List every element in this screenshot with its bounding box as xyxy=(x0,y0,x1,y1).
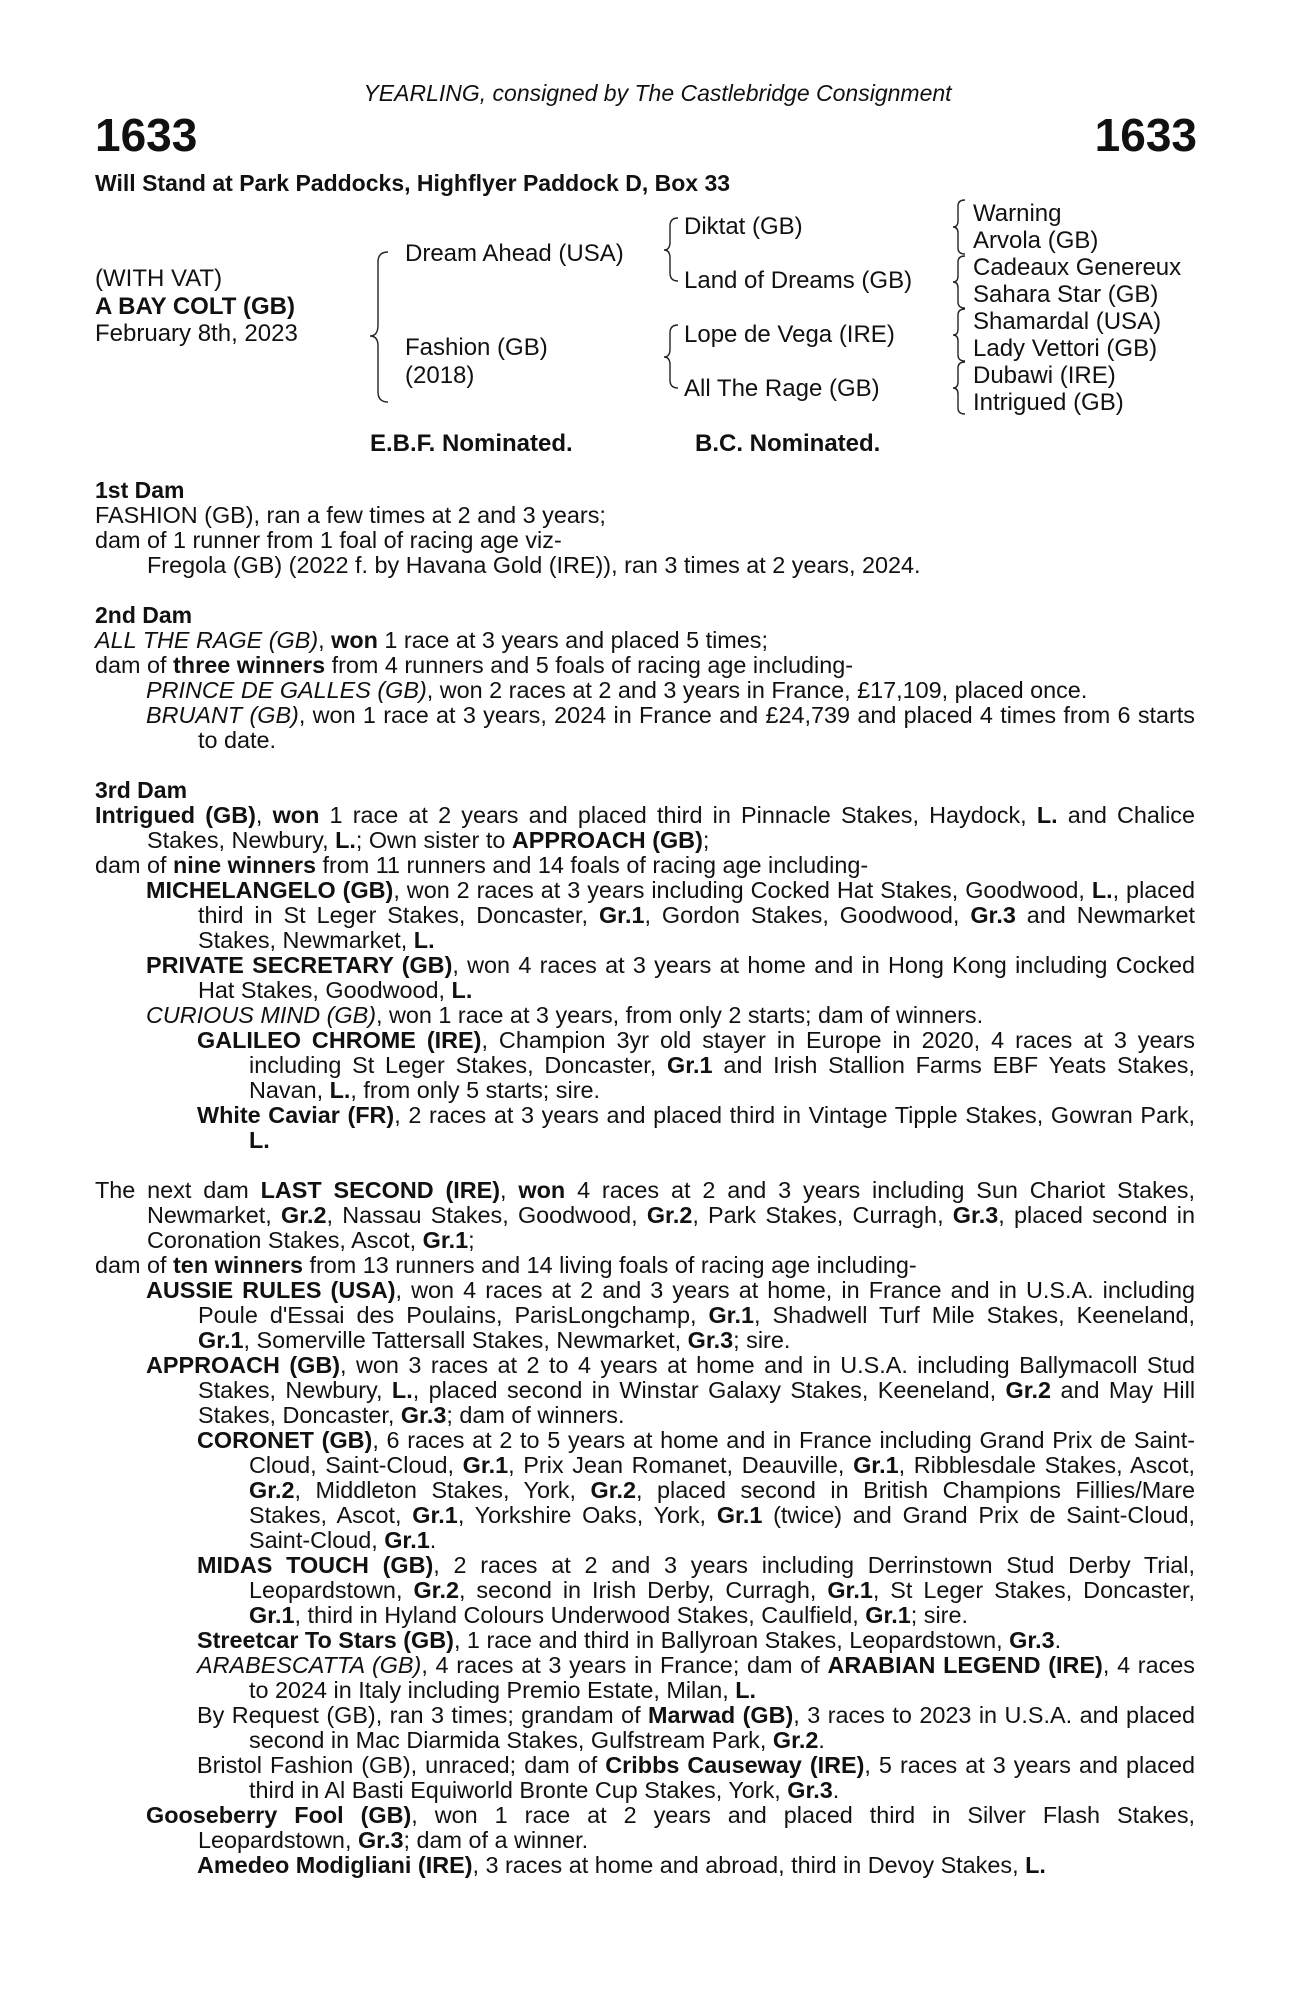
first-dam-produce: dam of 1 runner from 1 foal of racing age viz- xyxy=(95,527,562,553)
entry-midas-touch: MIDAS TOUCH (GB), 2 races at 2 and 3 years including Derrinstown Stud Derby Trial, Leopardstown, Gr.2, second in Irish Derby, Curragh, Gr.1, St Leger Stakes, Doncaster, Gr.1, third in Hyland Colours Underwood Stakes, Caulfield, Gr.1; sire. xyxy=(197,1552,1195,1628)
stand-location: Will Stand at Park Paddocks, Highflyer Paddock D, Box 33 xyxy=(95,170,731,196)
ped-dds: Dubawi (IRE) xyxy=(973,362,1116,389)
next-dam-produce: dam of ten winners from 13 runners and 14 living foals of racing age including- xyxy=(95,1252,917,1278)
ebf-nomination: E.B.F. Nominated. xyxy=(370,430,573,457)
entry-arabescatta: ARABESCATTA (GB), 4 races at 3 years in France; dam of ARABIAN LEGEND (IRE), 4 races to 2024 in Italy including Premio Estate, Milan, L. xyxy=(197,1652,1195,1703)
first-dam-foal: Fregola (GB) (2022 f. by Havana Gold (IRE)), ran 3 times at 2 years, 2024. xyxy=(147,552,921,578)
entry-curious-mind: CURIOUS MIND (GB), won 1 race at 3 years, from only 2 starts; dam of winners. xyxy=(146,1002,984,1028)
produce-record xyxy=(95,478,1195,1878)
entry-bruant: BRUANT (GB), won 1 race at 3 years, 2024 in France and £24,739 and placed 4 times from 6 starts to date. xyxy=(146,702,1196,753)
ped-ssd: Arvola (GB) xyxy=(973,227,1099,254)
ped-ddd: Intrigued (GB) xyxy=(973,389,1124,416)
ped-sss: Warning xyxy=(973,200,1062,227)
entry-white-caviar: White Caviar (FR), 2 races at 3 years and placed third in Vintage Tipple Stakes, Gowran Park, L. xyxy=(197,1102,1196,1153)
dam-dam: All The Rage (GB) xyxy=(684,375,880,402)
bc-nomination: B.C. Nominated. xyxy=(695,430,881,457)
entry-michelangelo: MICHELANGELO (GB), won 2 races at 3 years including Cocked Hat Stakes, Goodwood, L., placed third in St Leger Stakes, Doncaster, Gr.1, Gordon Stakes, Goodwood, Gr.3 and Newmarket Stakes, Newmarket, L. xyxy=(146,877,1195,953)
lot-number-left: 1633 xyxy=(95,109,198,161)
second-dam-heading: 2nd Dam xyxy=(95,602,193,628)
ped-dss: Shamardal (USA) xyxy=(973,308,1162,335)
dam-year: (2018) xyxy=(405,362,475,389)
entry-by-request: By Request (GB), ran 3 times; grandam of Marwad (GB), 3 races to 2023 in U.S.A. and placed second in Mac Diarmida Stakes, Gulfstream Park, Gr.2. xyxy=(197,1702,1195,1753)
entry-gooseberry-fool: Gooseberry Fool (GB), won 1 race at 2 years and placed third in Silver Flash Stakes, Leopardstown, Gr.3; dam of a winner. xyxy=(146,1802,1196,1853)
second-dam-line: ALL THE RAGE (GB), won 1 race at 3 years and placed 5 times; xyxy=(95,627,768,653)
sire-dam: Land of Dreams (GB) xyxy=(684,267,913,294)
entry-coronet: CORONET (GB), 6 races at 2 to 5 years at home and in France including Grand Prix de Saint-Cloud, Saint-Cloud, Gr.1, Prix Jean Romanet, Deauville, Gr.1, Ribblesdale Stakes, Ascot, Gr.2, Middleton Stakes, York, Gr.2, placed second in British Champions Fillies/Mare Stakes, Ascot, Gr.1, Yorkshire Oaks, York, Gr.1 (twice) and Grand Prix de Saint-Cloud, Saint-Cloud, Gr.1. xyxy=(197,1427,1195,1553)
entry-approach: APPROACH (GB), won 3 races at 2 to 4 years at home and in U.S.A. including Ballymacoll Stud Stakes, Newbury, L., placed second in Winstar Galaxy Stakes, Keeneland, Gr.2 and May Hill Stakes, Doncaster, Gr.3; dam of winners. xyxy=(146,1352,1196,1428)
sire-sire: Diktat (GB) xyxy=(684,213,803,240)
first-dam-heading: 1st Dam xyxy=(95,477,185,503)
entry-bristol-fashion: Bristol Fashion (GB), unraced; dam of Cribbs Causeway (IRE), 5 races at 3 years and placed third in Al Basti Equiworld Bronte Cup Stakes, York, Gr.3. xyxy=(197,1752,1195,1803)
ped-sdd: Sahara Star (GB) xyxy=(973,281,1159,308)
entry-private-secretary: PRIVATE SECRETARY (GB), won 4 races at 3 years at home and in Hong Kong including Cocked Hat Stakes, Goodwood, L. xyxy=(146,952,1195,1003)
vat-note: (WITH VAT) xyxy=(95,265,223,292)
entry-prince-de-galles: PRINCE DE GALLES (GB), won 2 races at 2 and 3 years in France, £17,109, placed once. xyxy=(146,677,1088,703)
entry-galileo-chrome: GALILEO CHROME (IRE), Champion 3yr old stayer in Europe in 2020, 4 races at 3 years including St Leger Stakes, Doncaster, Gr.1 and Irish Stallion Farms EBF Yeats Stakes, Navan, L., from only 5 starts; sire. xyxy=(197,1027,1196,1103)
sire: Dream Ahead (USA) xyxy=(405,240,624,267)
horse-name: A BAY COLT (GB) xyxy=(95,293,296,320)
third-dam-line: Intrigued (GB), won 1 race at 2 years and placed third in Pinnacle Stakes, Haydock, L. and Chalice Stakes, Newbury, L.; Own sister to APPROACH (GB); xyxy=(95,802,1196,853)
entry-aussie-rules: AUSSIE RULES (USA), won 4 races at 2 and 3 years at home, in France and in U.S.A. including Poule d'Essai des Poulains, ParisLongchamp, Gr.1, Shadwell Turf Mile Stakes, Keeneland, Gr.1, Somerville Tattersall Stakes, Newmarket, Gr.3; sire. xyxy=(146,1277,1196,1353)
third-dam-heading: 3rd Dam xyxy=(95,777,188,803)
dam-sire: Lope de Vega (IRE) xyxy=(684,321,895,348)
third-dam-produce: dam of nine winners from 11 runners and 14 foals of racing age including- xyxy=(95,852,869,878)
lot-number-right: 1633 xyxy=(1094,109,1197,161)
first-dam-line: FASHION (GB), ran a few times at 2 and 3 years; xyxy=(95,502,606,528)
dam: Fashion (GB) xyxy=(405,334,548,361)
second-dam-produce: dam of three winners from 4 runners and 5 foals of racing age including- xyxy=(95,652,853,678)
entry-streetcar-to-stars: Streetcar To Stars (GB), 1 race and third in Ballyroan Stakes, Leopardstown, Gr.3. xyxy=(197,1627,1062,1653)
horse-dob: February 8th, 2023 xyxy=(95,320,298,347)
catalogue-header: YEARLING, consigned by The Castlebridge Consignment xyxy=(363,80,952,106)
entry-amedeo-modigliani: Amedeo Modigliani (IRE), 3 races at home and abroad, third in Devoy Stakes, L. xyxy=(197,1852,1046,1878)
ped-dsd: Lady Vettori (GB) xyxy=(973,335,1158,362)
ped-sds: Cadeaux Genereux xyxy=(973,254,1182,281)
next-dam-line: The next dam LAST SECOND (IRE), won 4 races at 2 and 3 years including Sun Chariot Stakes, Newmarket, Gr.2, Nassau Stakes, Goodwood, Gr.2, Park Stakes, Curragh, Gr.3, placed second in Coronation Stakes, Ascot, Gr.1; xyxy=(95,1177,1195,1253)
